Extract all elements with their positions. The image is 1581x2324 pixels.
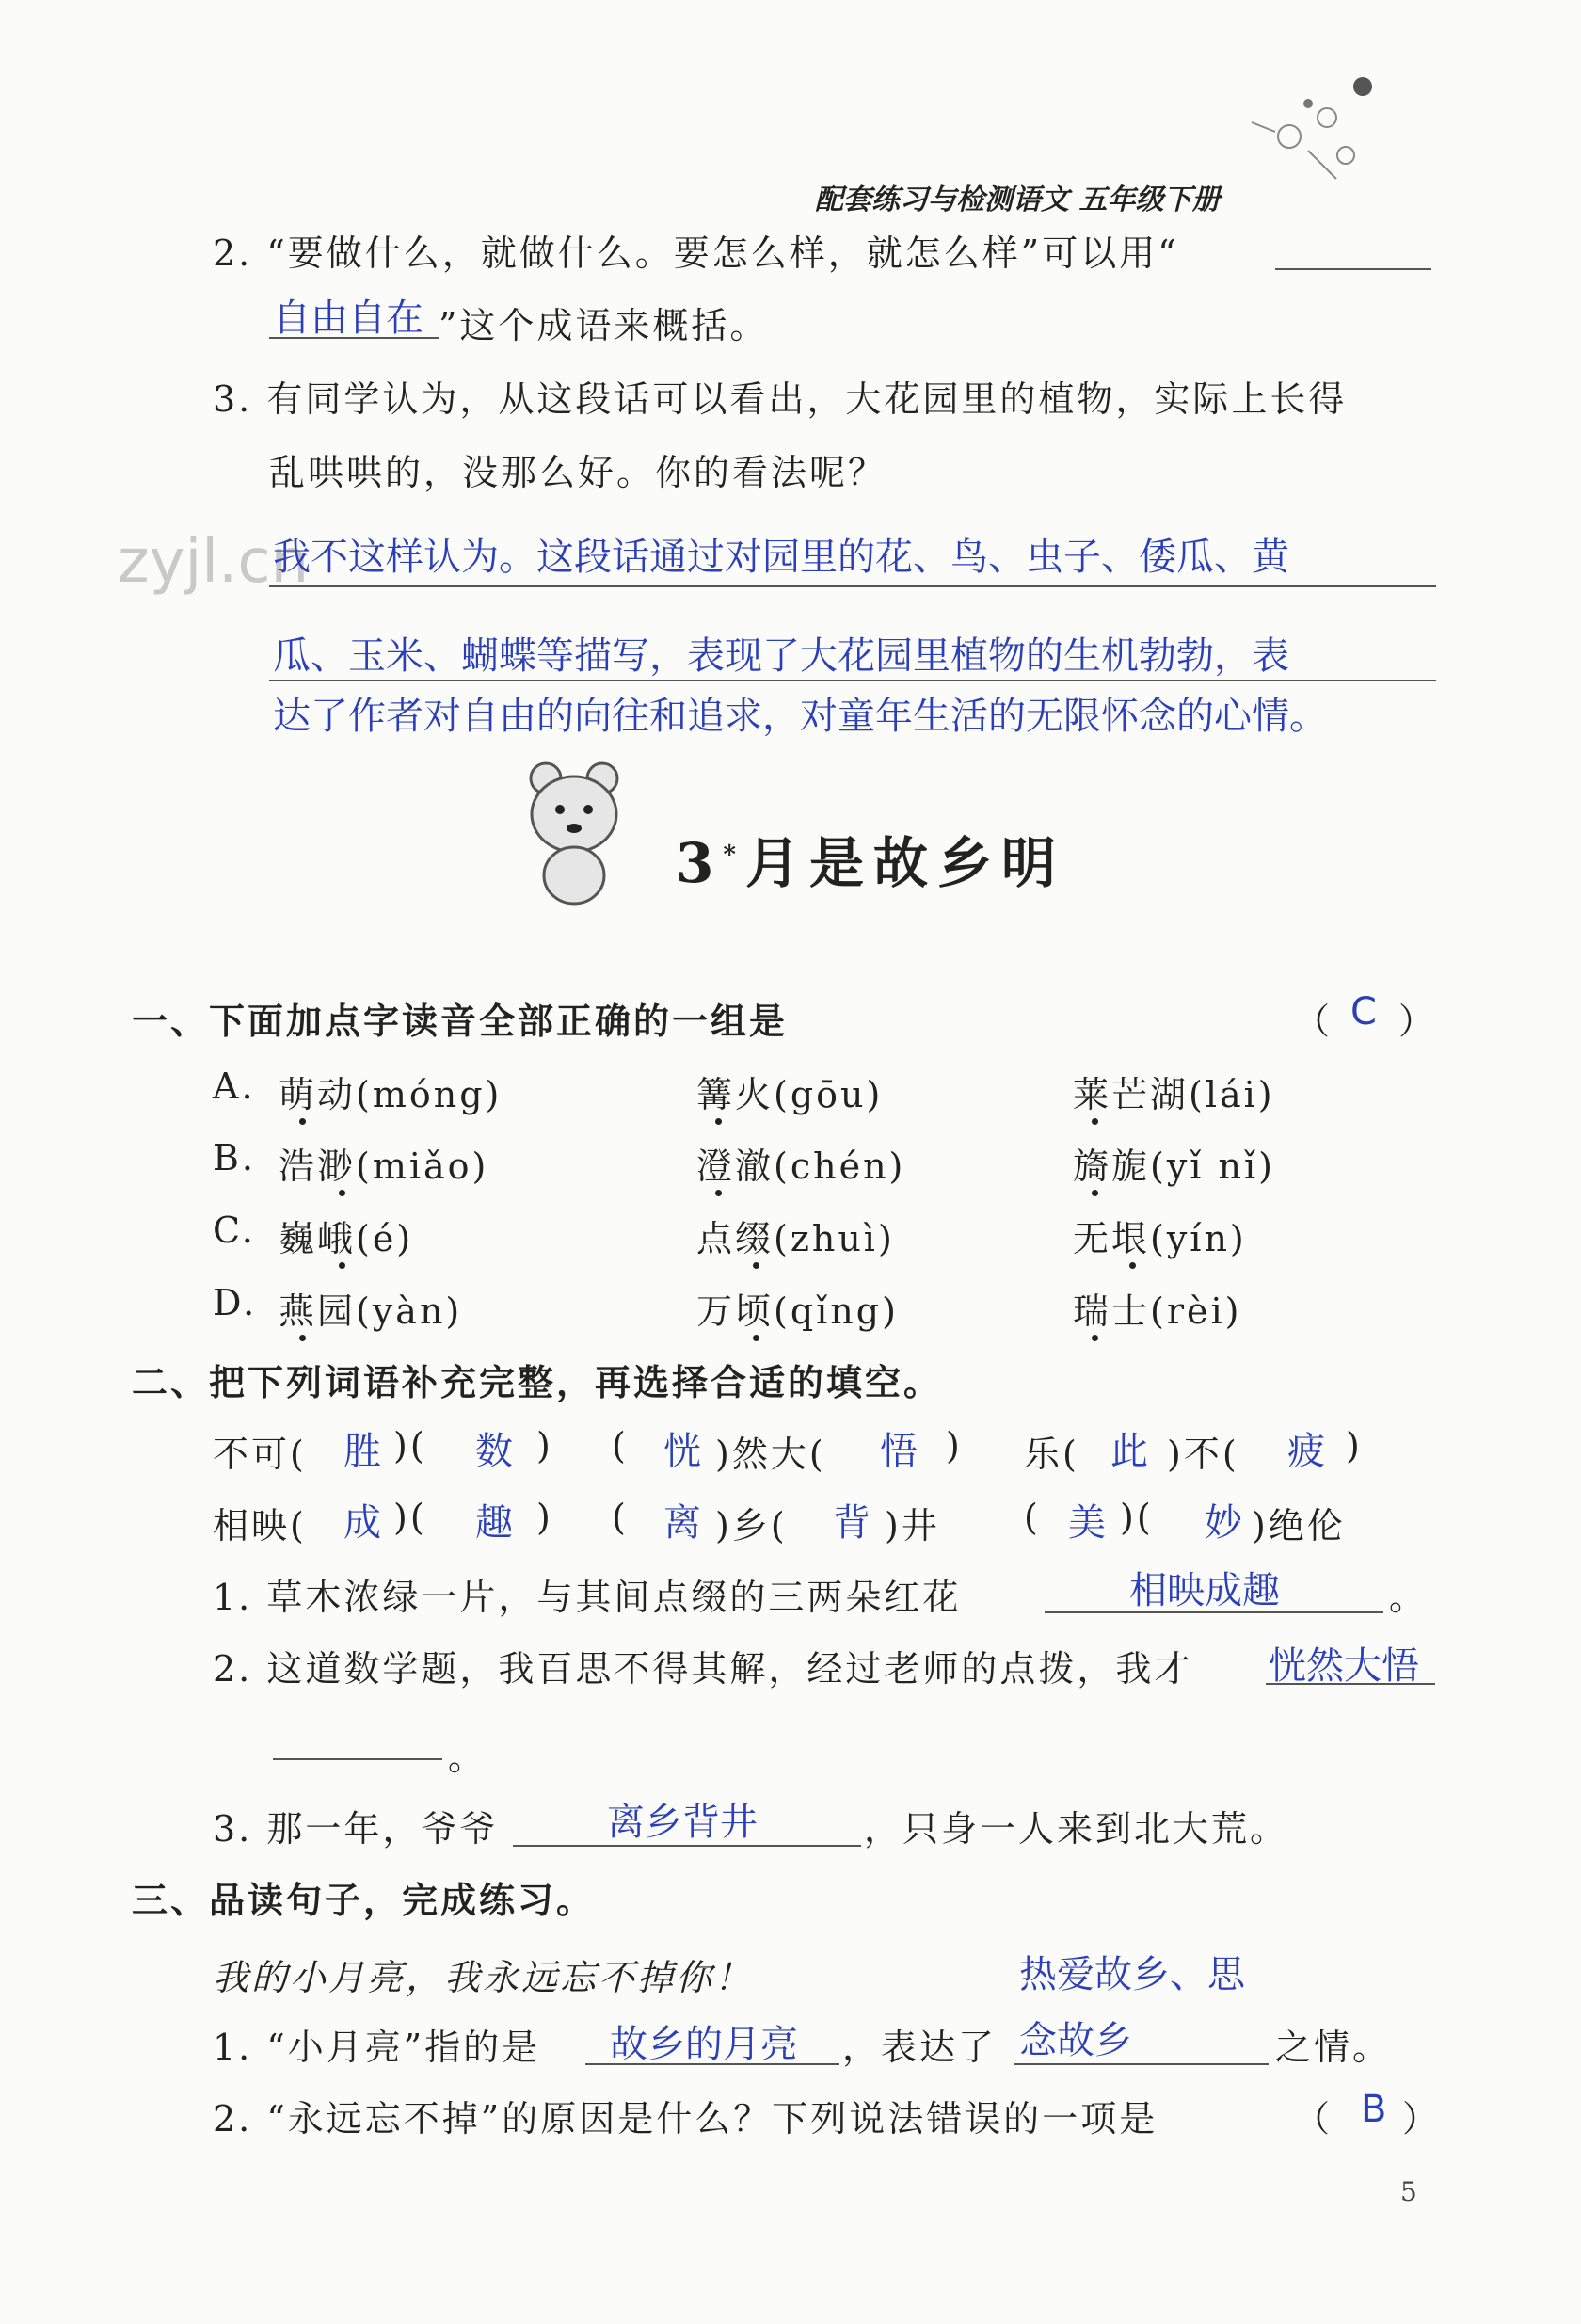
idiom-5-answer-2: 背: [833, 1501, 870, 1545]
idiom-4-answer-1: 成: [343, 1501, 381, 1545]
idiom-1-part-c: ): [536, 1425, 553, 1467]
s3-q2-text: 2. “永远忘不掉”的原因是什么？下列说法错误的一项是: [213, 2098, 1158, 2140]
emphasis-dot: [1092, 1335, 1098, 1341]
s3-q1-blank-line-2: [1014, 2063, 1269, 2065]
idiom-6-answer-1: 美: [1068, 1501, 1106, 1545]
emphasis-dot: [715, 1118, 722, 1125]
prev-q3-answer-1: 我不这样认为。这段话通过对园里的花、鸟、虫子、倭瓜、黄: [273, 536, 1289, 579]
emphasis-dot: [753, 1262, 759, 1269]
s3-q2-paren-open: （: [1294, 2098, 1333, 2140]
prev-q3-line1: 3. 有同学认为，从这段话可以看出，大花园里的植物，实际上长得: [213, 378, 1348, 420]
emphasis-dot: [715, 1190, 722, 1196]
prev-q2-tail: ”这个成语来概括。: [439, 305, 769, 346]
s2-q3-end: ，只身一人来到北大荒。: [864, 1808, 1289, 1850]
s2-q3-blank-line: [513, 1845, 861, 1847]
idiom-5-part-b: )乡(: [715, 1505, 788, 1547]
option-b-word-2: 澄澈(chén): [696, 1146, 906, 1187]
emphasis-dot: [1092, 1190, 1098, 1196]
idiom-1-part-a: 不可(: [213, 1434, 307, 1475]
s3-q1-mid: ，表达了: [842, 2027, 998, 2068]
idiom-2-answer-1: 恍: [663, 1430, 701, 1473]
idiom-5-part-c: )井: [885, 1505, 940, 1547]
option-c-letter: C.: [213, 1210, 256, 1251]
idiom-2-part-b: )然大(: [715, 1434, 826, 1475]
s3-q1-start: 1. “小月亮”指的是: [213, 2027, 541, 2068]
prev-q3-line-2: [269, 680, 1436, 681]
s2-q2-text: 2. 这道数学题，我百思不得其解，经过老师的点拨，我才: [213, 1648, 1193, 1690]
option-b-word-3: 旖旎(yǐ nǐ): [1073, 1146, 1275, 1187]
option-b-letter: B.: [213, 1137, 257, 1178]
option-b-word-1: 浩渺(miǎo): [279, 1146, 489, 1187]
s2-q1-text: 1. 草木浓绿一片，与其间点缀的三两朵红花: [213, 1577, 962, 1618]
s2-q2-answer: 恍然大悟: [1269, 1644, 1419, 1688]
option-d-word-3: 瑞士(rèi): [1073, 1290, 1242, 1332]
s3-q2-paren-close: ）: [1402, 2098, 1442, 2140]
lesson-star: *: [723, 841, 745, 870]
emphasis-dot: [1129, 1262, 1136, 1269]
idiom-4-answer-2: 趣: [475, 1501, 513, 1545]
idiom-3-answer-1: 此: [1110, 1430, 1148, 1473]
lesson-title: [676, 819, 1065, 898]
s3-q1-blank-line-1: [585, 2063, 839, 2065]
page-number: 5: [1400, 2176, 1417, 2207]
option-a-letter: A.: [213, 1066, 256, 1107]
s2-q2-blank-line-2: [273, 1758, 442, 1760]
s3-sentence: 我的小月亮，我永远忘不掉你！: [213, 1957, 754, 1998]
s2-q1-blank-line: [1045, 1611, 1383, 1613]
header-title: 配套练习与检测语文 五年级下册: [815, 184, 1221, 216]
option-d-letter: D.: [213, 1282, 258, 1323]
s1-title: 一、下面加点字读音全部正确的一组是: [132, 1001, 789, 1042]
prev-q3-line2: 乱哄哄的，没那么好。你的看法呢？: [269, 452, 887, 493]
idiom-1-answer-2: 数: [475, 1430, 513, 1473]
s3-q1-answer-2a: 热爱故乡、思: [1019, 1953, 1245, 1996]
s3-title: 三、品读句子，完成练习。: [132, 1880, 596, 1921]
emphasis-dot: [339, 1190, 345, 1196]
prev-q2-answer: 自由自在: [273, 297, 423, 340]
option-c-word-2: 点缀(zhuì): [696, 1218, 895, 1259]
s2-q2-blank-line: [1266, 1683, 1435, 1685]
idiom-1-part-b: )(: [393, 1425, 427, 1467]
s1-answer: C: [1350, 990, 1377, 1034]
prev-q3-answer-2: 瓜、玉米、蝴蝶等描写，表现了大花园里植物的生机勃勃，表: [273, 634, 1289, 678]
s1-paren-close: ）: [1398, 1001, 1438, 1042]
idiom-3-answer-2: 疲: [1287, 1430, 1325, 1473]
s2-q1-end: 。: [1389, 1577, 1429, 1618]
option-a-word-2: 篝火(gōu): [696, 1074, 884, 1115]
s3-q2-answer: B: [1361, 2088, 1387, 2131]
s3-q1-end: 之情。: [1275, 2027, 1392, 2068]
idiom-3-part-b: )不(: [1167, 1434, 1239, 1475]
option-d-word-2: 万顷(qǐng): [696, 1290, 899, 1332]
watermark: zyjl.cn: [118, 527, 310, 597]
option-a-word-3: 莱芒湖(lái): [1073, 1074, 1275, 1115]
prev-q2-text: 2. “要做什么，就做什么。要怎么样，就怎么样”可以用“: [213, 232, 1179, 274]
option-c-word-1: 巍峨(é): [279, 1218, 414, 1259]
emphasis-dot: [1092, 1118, 1098, 1125]
option-a-word-1: 萌动(móng): [279, 1074, 503, 1115]
idiom-5-answer-1: 离: [663, 1501, 701, 1545]
idiom-4-part-b: )(: [393, 1497, 427, 1538]
idiom-6-part-a: (: [1024, 1497, 1041, 1538]
emphasis-dot: [299, 1118, 306, 1125]
s2-q3-text: 3. 那一年，爷爷: [213, 1808, 499, 1850]
emphasis-dot: [299, 1335, 306, 1341]
idiom-4-part-c: ): [536, 1497, 553, 1538]
flower-bee-decoration: [1223, 66, 1393, 198]
s2-q1-answer: 相映成趣: [1129, 1569, 1280, 1612]
prev-q3-line-1: [269, 585, 1436, 587]
prev-q3-answer-3: 达了作者对自由的向往和追求，对童年生活的无限怀念的心情。: [273, 695, 1327, 738]
idiom-5-part-a: (: [612, 1497, 629, 1538]
idiom-6-answer-2: 妙: [1205, 1501, 1242, 1545]
idiom-4-part-a: 相映(: [213, 1505, 307, 1547]
s1-paren-open: （: [1294, 1001, 1333, 1042]
idiom-6-part-b: )(: [1120, 1497, 1154, 1538]
bear-illustration: [508, 758, 640, 908]
s2-title: 二、把下列词语补充完整，再选择合适的填空。: [132, 1362, 943, 1403]
prev-q2-blank-line: [1275, 268, 1431, 270]
idiom-3-part-a: 乐(: [1024, 1434, 1079, 1475]
s3-q1-answer-1: 故乡的月亮: [610, 2023, 798, 2066]
option-c-word-3: 无垠(yín): [1073, 1218, 1247, 1259]
idiom-2-part-a: (: [612, 1425, 629, 1467]
s2-q2-end: 。: [448, 1737, 487, 1778]
lesson-name: 月是故乡明: [744, 831, 1065, 895]
idiom-6-part-c: )绝伦: [1252, 1505, 1346, 1547]
s3-q1-answer-2b: 念故乡: [1019, 2019, 1132, 2062]
idiom-1-answer-1: 胜: [343, 1430, 381, 1473]
emphasis-dot: [753, 1335, 759, 1341]
lesson-number: 3: [676, 831, 724, 895]
idiom-2-part-c: ): [946, 1425, 963, 1467]
idiom-2-answer-2: 悟: [880, 1430, 918, 1473]
option-d-word-1: 燕园(yàn): [279, 1290, 463, 1332]
idiom-3-part-c: ): [1346, 1425, 1363, 1467]
emphasis-dot: [339, 1262, 345, 1269]
s2-q3-answer: 离乡背井: [607, 1801, 758, 1844]
